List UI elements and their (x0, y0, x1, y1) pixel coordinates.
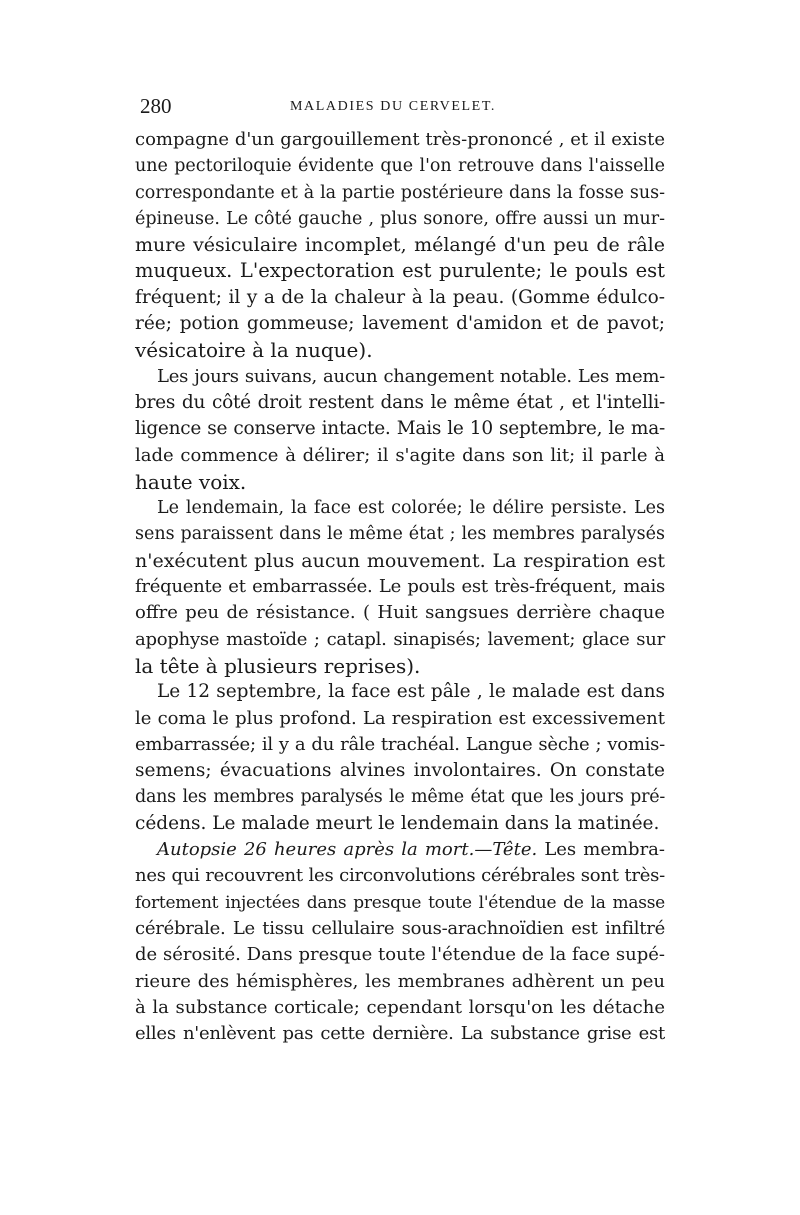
text-line: épineuse. Le côté gauche , plus sonore, offre aussi un mur- (135, 208, 665, 229)
text-line: Le lendemain, la face est colorée; le délire persiste. Les (157, 498, 665, 519)
text-line: la tête à plusieurs reprises). (135, 653, 421, 678)
text-line-rest: Les membra- (544, 839, 665, 861)
text-line: ligence se conserve intacte. Mais le 10 septembre, le ma- (135, 418, 665, 440)
text-line: semens; évacuations alvines involontaires. On constate (135, 760, 665, 782)
text-line: fortement injectées dans presque toute l'étendue de la masse (135, 892, 665, 913)
text-line: une pectoriloquie évidente que l'on retrouve dans l'aisselle (135, 156, 665, 177)
text-line: embarrassée; il y a du râle trachéal. Langue sèche ; vomis- (135, 733, 665, 755)
text-line: Le 12 septembre, la face est pâle , le malade est dans (157, 681, 665, 703)
text-line: vésicatoire à la nuque). (135, 338, 373, 363)
text-line: le coma le plus profond. La respiration est excessivement (135, 707, 665, 729)
text-line: de sérosité. Dans presque toute l'étendue de la face supé- (135, 944, 665, 966)
text-line: cérébrale. Le tissu cellulaire sous-arachnoïdien est infiltré (135, 917, 665, 939)
text-line: mure vésiculaire incomplet, mélangé d'un peu de râle (135, 234, 665, 257)
page-number: 280 (140, 94, 172, 118)
running-title: MALADIES DU CERVELET. (290, 99, 497, 114)
text-line: sens paraissent dans le même état ; les membres paralysés (135, 524, 665, 545)
text-line: lade commence à délirer; il s'agite dans son lit; il parle à (135, 444, 665, 466)
text-line: muqueux. L'expectoration est purulente; le pouls est (135, 259, 665, 283)
text-line: elles n'enlèvent pas cette dernière. La substance grise est (135, 1023, 665, 1045)
text-line (135, 837, 665, 863)
text-line: apophyse mastoïde ; catapl. sinapisés; lavement; glace sur (135, 628, 665, 650)
text-line: dans les membres paralysés le même état que les jours pré- (135, 787, 665, 808)
text-line: rée; potion gommeuse; lavement d'amidon et de pavot; (135, 313, 665, 335)
text-line: nes qui recouvrent les circonvolutions cérébrales sont très- (135, 865, 665, 887)
text-line: n'exécutent plus aucun mouvement. La respiration est (135, 549, 665, 572)
text-line: Les jours suivans, aucun changement notable. Les mem- (157, 365, 665, 387)
text-line: bres du côté droit restent dans le même état , et l'intelli- (135, 391, 665, 413)
text-line: haute voix. (135, 469, 247, 494)
text-line: fréquente et embarrassée. Le pouls est très-fréquent, mais (135, 576, 665, 598)
text-line: rieure des hémisphères, les membranes adhèrent un peu (135, 970, 665, 992)
text-line: compagne d'un gargouillement très-prononcé , et il existe (135, 129, 665, 150)
text-line: à la substance corticale; cependant lorsqu'on les détache (135, 996, 665, 1018)
text-line: fréquent; il y a de la chaleur à la peau. (Gomme édulco- (135, 286, 665, 308)
body-text (135, 127, 665, 1047)
text-line: cédens. Le malade meurt le lendemain dans la matinée. (135, 812, 660, 834)
text-line: offre peu de résistance. ( Huit sangsues derrière chaque (135, 602, 665, 624)
page-header (140, 94, 665, 122)
text-line: correspondante et à la partie postérieure dans la fosse sus- (135, 182, 665, 203)
autopsy-heading: Autopsie 26 heures après la mort.—Tête. (157, 839, 538, 861)
